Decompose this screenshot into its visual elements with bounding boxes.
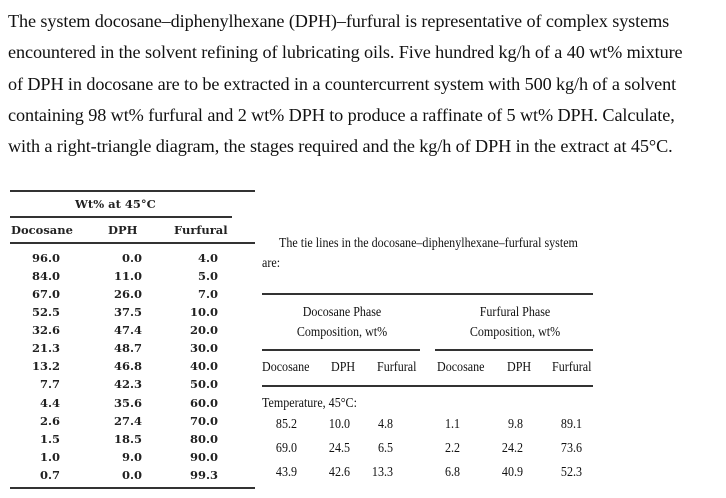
cell: 2.2 bbox=[444, 441, 460, 456]
cell: 24.5 bbox=[328, 441, 350, 456]
cell-dph: 46.8 bbox=[113, 359, 142, 373]
cell-furfural: 90.0 bbox=[189, 450, 218, 464]
problem-line: with a right-triangle diagram, the stages required and the kg/h of DPH in the extract at 45°C. bbox=[8, 136, 673, 157]
cell-docosane: 13.2 bbox=[31, 359, 60, 373]
cell-dph: 27.4 bbox=[113, 414, 142, 428]
cell-docosane: 52.5 bbox=[31, 305, 60, 319]
cell: 6.5 bbox=[377, 441, 393, 456]
problem-line: of DPH in docosane are to be extracted in a countercurrent system with 500 kg/h of a solvent bbox=[8, 73, 677, 94]
column-header-dph: DPH bbox=[331, 360, 356, 375]
cell-furfural: 10.0 bbox=[189, 305, 218, 319]
table-top-rule bbox=[10, 190, 255, 192]
problem-line: encountered in the solvent refining of lubricating oils. Five hundred kg/h of a 40 wt% mixture bbox=[8, 42, 683, 63]
cell-docosane: 7.7 bbox=[39, 377, 60, 391]
cell-dph: 18.5 bbox=[113, 432, 142, 446]
group-header-furfural-phase-sub: Composition, wt% bbox=[469, 325, 561, 340]
column-header-furfural: Furfural bbox=[552, 360, 592, 375]
cell-dph: 48.7 bbox=[113, 341, 142, 355]
group-rule-right bbox=[435, 349, 593, 351]
cell-furfural: 99.3 bbox=[189, 468, 218, 482]
tie-line-intro: The tie lines in the docosane–diphenylhexane–furfural system bbox=[279, 236, 578, 251]
cell: 1.1 bbox=[444, 417, 460, 432]
header-rule bbox=[262, 385, 593, 387]
problem-line: The system docosane–diphenylhexane (DPH)–furfural is representative of complex systems bbox=[8, 11, 670, 31]
cell: 13.3 bbox=[371, 465, 393, 480]
table-top-rule bbox=[262, 293, 593, 295]
cell: 85.2 bbox=[275, 417, 297, 432]
cell-furfural: 7.0 bbox=[197, 287, 218, 301]
column-header-dph: DPH bbox=[507, 360, 532, 375]
cell-docosane: 32.6 bbox=[31, 323, 60, 337]
cell: 69.0 bbox=[275, 441, 297, 456]
cell-dph: 26.0 bbox=[113, 287, 142, 301]
group-header-docosane-phase-sub: Composition, wt% bbox=[296, 325, 388, 340]
cell: 40.9 bbox=[501, 465, 523, 480]
column-header-docosane: Docosane bbox=[11, 223, 73, 237]
cell-dph: 42.3 bbox=[113, 377, 142, 391]
cell: 73.6 bbox=[560, 441, 582, 456]
column-header-furfural: Furfural bbox=[377, 360, 417, 375]
column-header-docosane: Docosane bbox=[437, 360, 485, 375]
group-header-furfural-phase: Furfural Phase bbox=[479, 305, 551, 320]
problem-statement bbox=[8, 6, 720, 162]
cell-furfural: 5.0 bbox=[197, 269, 218, 283]
cell-furfural: 70.0 bbox=[189, 414, 218, 428]
cell-dph: 9.0 bbox=[121, 450, 142, 464]
temperature-label: Temperature, 45°C: bbox=[262, 396, 357, 411]
cell: 4.8 bbox=[377, 417, 393, 432]
cell-furfural: 30.0 bbox=[189, 341, 218, 355]
cell-docosane: 21.3 bbox=[31, 341, 60, 355]
cell-dph: 37.5 bbox=[113, 305, 142, 319]
column-header-docosane: Docosane bbox=[262, 360, 310, 375]
cell-dph: 47.4 bbox=[113, 323, 142, 337]
cell: 43.9 bbox=[275, 465, 297, 480]
group-header-docosane-phase: Docosane Phase bbox=[302, 305, 382, 320]
cell-docosane: 0.7 bbox=[39, 468, 60, 482]
cell-docosane: 96.0 bbox=[31, 251, 60, 265]
cell-furfural: 60.0 bbox=[189, 396, 218, 410]
cell: 52.3 bbox=[560, 465, 582, 480]
column-header-dph: DPH bbox=[108, 223, 138, 237]
cell-furfural: 20.0 bbox=[189, 323, 218, 337]
cell-furfural: 50.0 bbox=[189, 377, 218, 391]
group-rule bbox=[10, 216, 232, 218]
cell-docosane: 67.0 bbox=[31, 287, 60, 301]
cell-furfural: 4.0 bbox=[197, 251, 218, 265]
cell: 42.6 bbox=[328, 465, 350, 480]
cell-docosane: 4.4 bbox=[39, 396, 60, 410]
table-bottom-rule bbox=[10, 487, 255, 489]
cell: 24.2 bbox=[501, 441, 523, 456]
cell-docosane: 1.5 bbox=[39, 432, 60, 446]
tie-line-intro-cont: are: bbox=[262, 256, 281, 271]
cell-docosane: 2.6 bbox=[39, 414, 60, 428]
cell-dph: 0.0 bbox=[121, 468, 142, 482]
cell: 89.1 bbox=[560, 417, 582, 432]
column-header-furfural: Furfural bbox=[174, 223, 228, 237]
cell: 9.8 bbox=[507, 417, 523, 432]
cell: 10.0 bbox=[328, 417, 350, 432]
cell-dph: 0.0 bbox=[121, 251, 142, 265]
cell-dph: 11.0 bbox=[113, 269, 142, 283]
cell-docosane: 1.0 bbox=[39, 450, 60, 464]
cell-docosane: 84.0 bbox=[31, 269, 60, 283]
cell: 6.8 bbox=[444, 465, 460, 480]
group-header: Wt% at 45°C bbox=[75, 197, 156, 211]
cell-furfural: 80.0 bbox=[189, 432, 218, 446]
cell-furfural: 40.0 bbox=[189, 359, 218, 373]
cell-dph: 35.6 bbox=[113, 396, 142, 410]
header-rule bbox=[10, 242, 255, 244]
group-rule-left bbox=[262, 349, 420, 351]
problem-line: containing 98 wt% furfural and 2 wt% DPH to produce a raffinate of 5 wt% DPH. Calculate, bbox=[8, 104, 675, 125]
